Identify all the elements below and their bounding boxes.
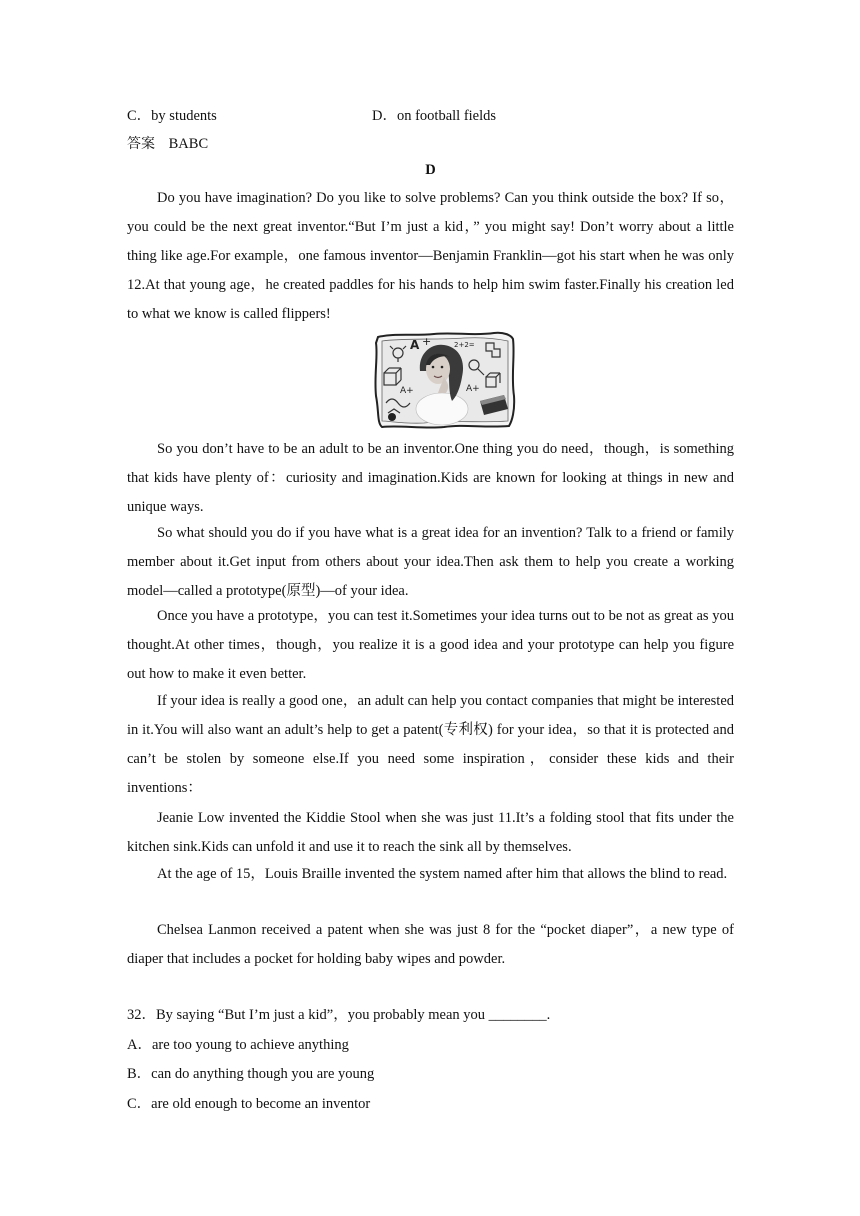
option-c: C．by students	[127, 108, 217, 124]
passage-paragraph-7: At the age of 15，Louis Braille invented the system named after him that allows the blind to read.	[157, 866, 728, 882]
svg-text:A+: A+	[466, 384, 480, 394]
passage-paragraph-1: Do you have imagination? Do you like to solve problems? Can you think outside the box? If so，you could be the next great inventor.“But I’m just a kid，” you might say! Don’t worry about a little thing like age.For example，one famous inventor—Benjamin Franklin—got his start when he was only 12.At that young age，he created paddles for his hands to help him swim faster.Finally his creation led to what we know is called flippers!	[127, 190, 734, 322]
passage-paragraph-8: Chelsea Lanmon received a patent when she was just 8 for the “pocket diaper”，a new type of diaper that includes a pocket for holding baby wipes and powder.	[127, 922, 734, 967]
passage-paragraph-4: Once you have a prototype，you can test it.Sometimes your idea turns out to be not as great as you thought.At other times，though，you realize it is a good idea and your prototype can help you figure out how to make it even better.	[127, 608, 734, 682]
svg-text:+: +	[422, 335, 432, 348]
question-option-c: C．are old enough to become an inventor	[127, 1096, 371, 1112]
passage-paragraph-5: If your idea is really a good one，an adult can help you contact companies that might be interested in it.You will also want an adult’s help to get a patent(专利权) for your idea，so that it is protected and can’t be stolen by someone else.If you need some inspiration，consider these kids and their inventions：	[127, 693, 734, 796]
answer-label: 答案	[127, 136, 155, 152]
illustration-figure	[374, 331, 516, 429]
svg-text:2+2=: 2+2=	[454, 341, 475, 349]
passage-paragraph-3: So what should you do if you have what is a great idea for an invention? Talk to a friend or family member about it.Get input from others about your idea.Then ask them to help you create a working model—called a prototype(原型)—of your idea.	[127, 525, 734, 599]
question-option-b: B．can do anything though you are young	[127, 1066, 375, 1082]
passage-paragraph-6: Jeanie Low invented the Kiddie Stool when she was just 11.It’s a folding stool that fits under the kitchen sink.Kids can unfold it and use it to reach the sink all by themselves.	[127, 810, 734, 855]
girl-thinking-icon	[374, 331, 516, 429]
svg-text:A+: A+	[400, 386, 414, 396]
answer-line	[127, 133, 208, 153]
svg-text:A: A	[410, 338, 420, 352]
question-option-a: A．are too young to achieve anything	[127, 1037, 349, 1053]
question-stem: 32．By saying “But I’m just a kid”，you probably mean you ________.	[127, 1007, 551, 1023]
answer-value: BABC	[168, 136, 209, 152]
section-title: D	[425, 162, 436, 178]
option-d: D．on football fields	[372, 108, 497, 124]
passage-paragraph-2: So you don’t have to be an adult to be an inventor.One thing you do need，though，is something that kids have plenty of：curiosity and imagination.Kids are known for looking at things in new and unique ways.	[127, 441, 734, 515]
